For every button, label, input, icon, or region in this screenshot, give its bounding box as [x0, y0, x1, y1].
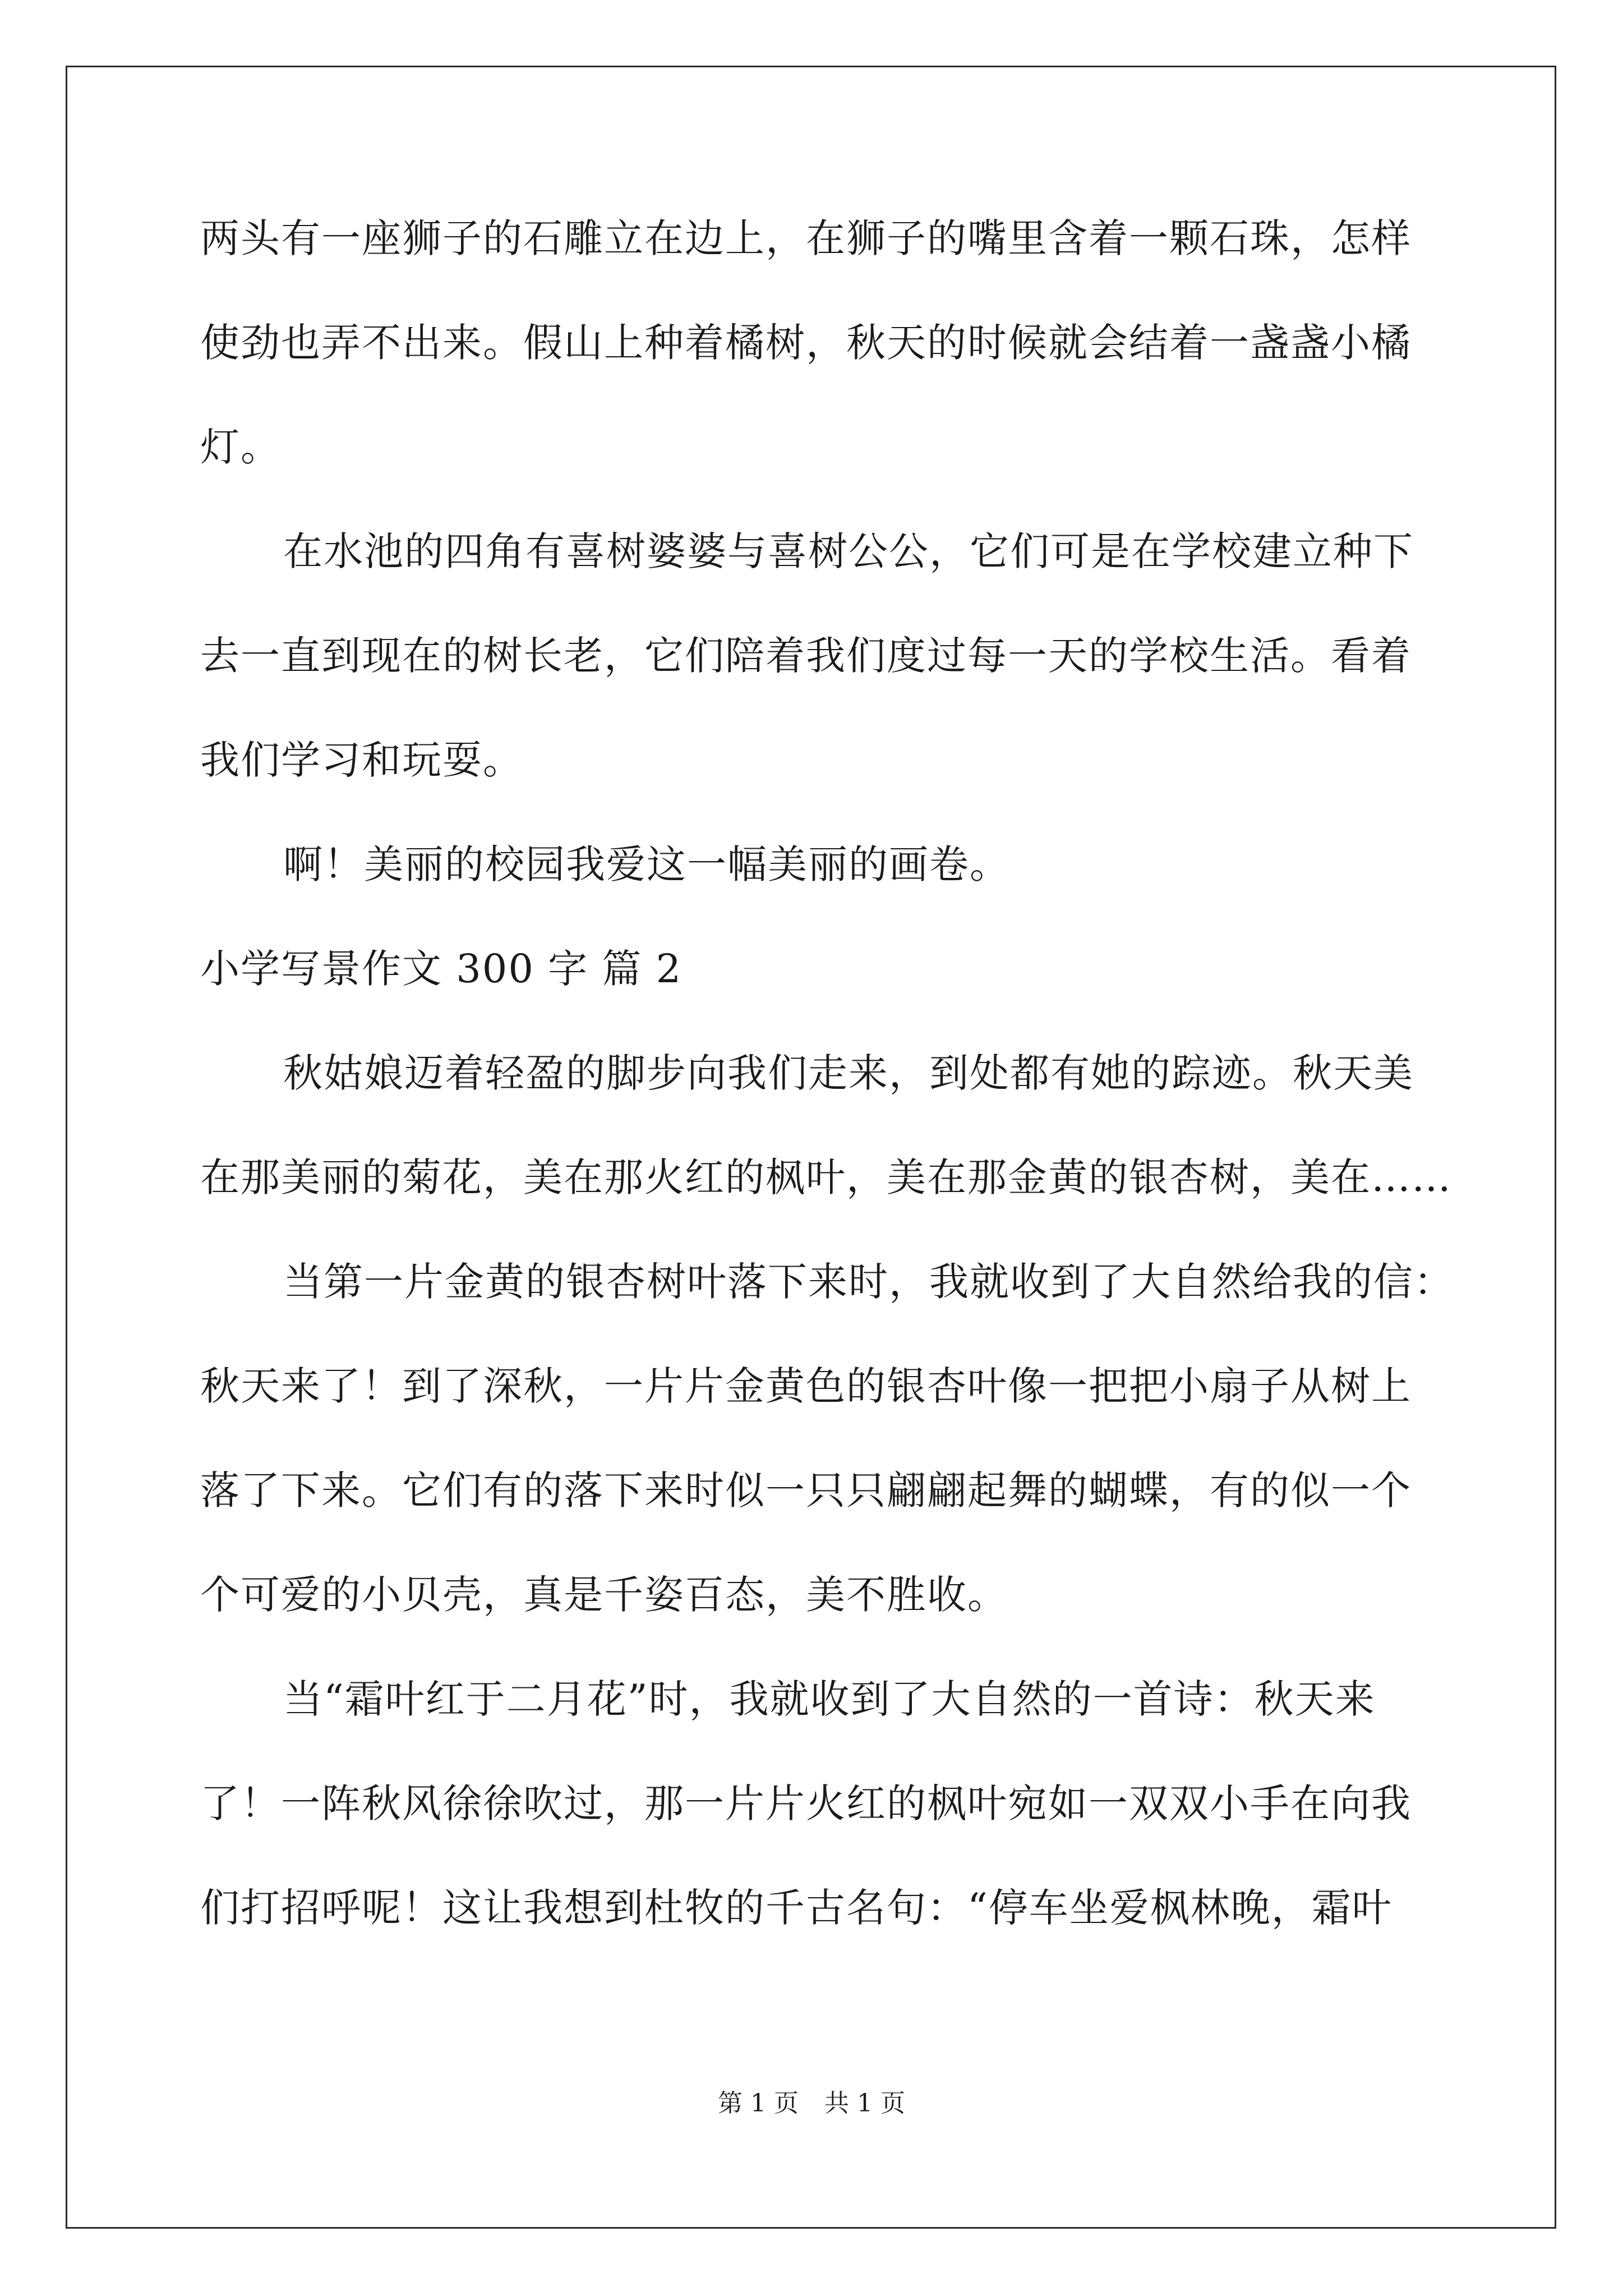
text-line-14: 个可爱的小贝壳，真是千姿百态，美不胜收。: [200, 1572, 1008, 1618]
document-body: [200, 215, 1454, 1993]
section-heading: 小学写景作文 300 字 篇 2: [200, 946, 683, 992]
text-line-13: 落了下来。它们有的落下来时似一只只翩翩起舞的蝴蝶，有的似一个: [200, 1467, 1412, 1513]
text-line-5: 去一直到现在的树长老，它们陪着我们度过每一天的学校生活。看着: [200, 633, 1412, 679]
text-line-3: 灯。: [200, 424, 281, 470]
text-line-17: 们打招呼呢！这让我想到杜牧的千古名句：“停车坐爱枫林晚，霜叶: [200, 1885, 1393, 1931]
text-line-6: 我们学习和玩耍。: [200, 737, 523, 783]
text-line-7: 啊！美丽的校园我爱这一幅美丽的画卷。: [283, 841, 1010, 887]
text-line-16: 了！一阵秋风徐徐吹过，那一片片火红的枫叶宛如一双双小手在向我: [200, 1780, 1412, 1826]
page-number-current: 第 1 页: [718, 2089, 799, 2118]
text-line-12: 秋天来了！到了深秋，一片片金黄色的银杏叶像一把把小扇子从树上: [200, 1363, 1412, 1409]
text-line-9: 秋姑娘迈着轻盈的脚步向我们走来，到处都有她的踪迹。秋天美: [283, 1050, 1414, 1096]
text-line-11: 当第一片金黄的银杏树叶落下来时，我就收到了大自然给我的信：: [283, 1259, 1454, 1305]
text-line-15: 当“霜叶红于二月花”时，我就收到了大自然的一首诗：秋天来: [283, 1676, 1376, 1722]
text-line-4: 在水池的四角有喜树婆婆与喜树公公，它们可是在学校建立种下: [283, 528, 1414, 574]
text-line-10: 在那美丽的菊花，美在那火红的枫叶，美在那金黄的银杏树，美在……: [200, 1154, 1452, 1200]
text-line-1: 两头有一座狮子的石雕立在边上，在狮子的嘴里含着一颗石珠，怎样: [200, 215, 1412, 261]
page-number-total: 共 1 页: [824, 2089, 905, 2118]
page-footer: [0, 2091, 1623, 2116]
text-line-2: 使劲也弄不出来。假山上种着橘树，秋天的时候就会结着一盏盏小橘: [200, 320, 1412, 366]
